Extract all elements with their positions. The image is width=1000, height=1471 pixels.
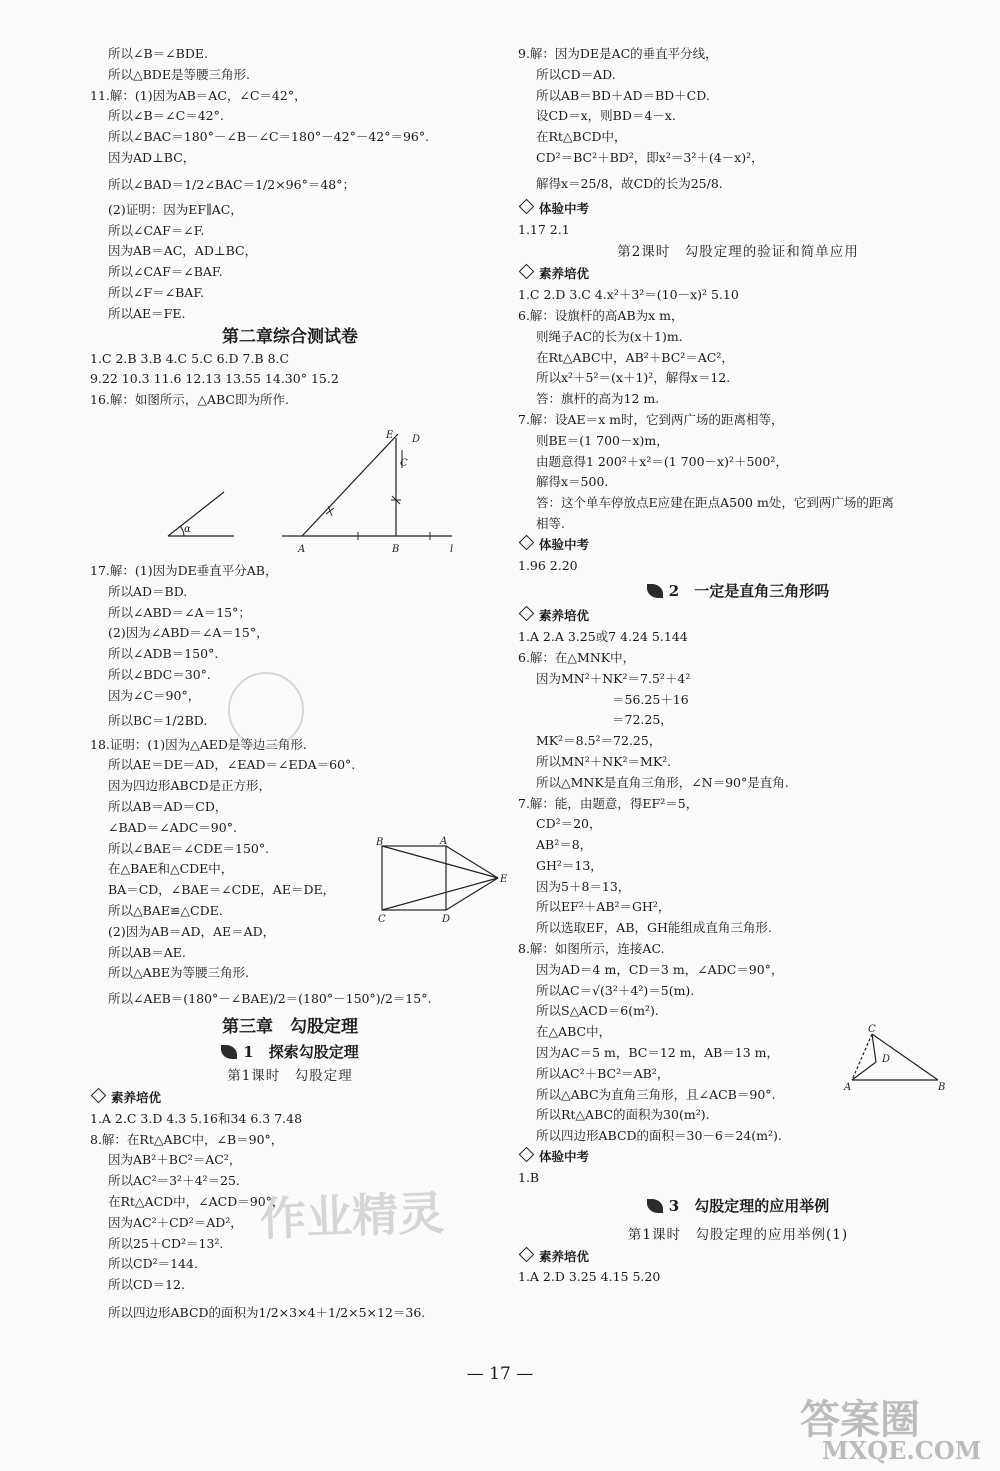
text-line (518, 148, 958, 169)
line-text: 在Rt△ABC中，AB²＋BC²＝AC²， (536, 349, 734, 365)
section-heading (90, 325, 490, 349)
text-line (518, 169, 958, 199)
line-text: MK²＝8.5²＝72.25， (536, 733, 662, 749)
text-line (90, 169, 490, 200)
text-line (518, 731, 958, 752)
line-text: GH²＝13， (536, 857, 603, 873)
section-heading (518, 1189, 958, 1223)
text-line (518, 44, 958, 65)
text-line (518, 856, 958, 877)
text-line (518, 220, 958, 241)
figure-label: C (400, 458, 408, 469)
line-text: 所以∠B＝∠C＝42°. (108, 108, 224, 124)
section-heading (90, 1040, 490, 1064)
leaf-icon (647, 1199, 663, 1213)
text-line (518, 918, 958, 939)
line-text: 1.A 2.D 3.25 4.15 5.20 (518, 1269, 661, 1285)
leaf-icon (647, 584, 663, 598)
text-line (518, 348, 958, 369)
text-line (90, 44, 490, 65)
line-text: 所以∠CAF＝∠F. (108, 222, 205, 238)
diamond-icon (519, 534, 535, 550)
line-text: 1.C 2.D 3.C 4.x²＋3²＝(10－x)² 5.10 (518, 287, 739, 303)
line-text: 体验中考 (539, 200, 590, 216)
text-line (518, 127, 958, 148)
line-text: 所以△ABC为直角三角形，且∠ACB＝90°. (536, 1086, 776, 1102)
line-text: 所以25＋CD²＝13². (108, 1235, 224, 1251)
diamond-icon (91, 1088, 107, 1104)
line-text: 1.17 2.1 (518, 221, 570, 237)
line-text: 第三章 勾股定理 (222, 1017, 358, 1038)
line-text: 因为∠C＝90°， (108, 687, 201, 703)
figure-label: E (500, 874, 508, 885)
text-line (90, 984, 490, 1014)
line-text: 因为AC²＋CD²＝AD²， (108, 1214, 243, 1230)
line-text: 由题意得1 200²＋x²＝(1 700－x)²＋500²， (536, 453, 788, 469)
figure-label: E (386, 430, 394, 441)
figure-label: A (298, 544, 306, 555)
line-text: 所以∠AEB＝(180°－∠BAE)/2＝(180°－150°)/2＝15°. (108, 991, 432, 1007)
line-text: 所以AB＝BD＋AD＝BD＋CD. (536, 87, 710, 103)
text-line (518, 106, 958, 127)
figure-label: D (882, 1054, 891, 1065)
text-line (90, 1088, 490, 1109)
text-line (90, 963, 490, 984)
line-text: 所以MN²＋NK²＝MK². (536, 753, 672, 769)
line-text: 所以∠BDC＝30°. (108, 666, 211, 682)
line-text: 所以△ABE为等腰三角形. (108, 965, 249, 981)
line-text: 所以∠B＝∠BDE. (108, 46, 208, 61)
text-line (518, 514, 958, 535)
line-text: 体验中考 (539, 1149, 590, 1165)
watermark-logo: 答案圈 (800, 1396, 920, 1443)
text-line (90, 1130, 490, 1151)
line-text: 所以AB＝AE. (108, 944, 186, 960)
line-text: 在Rt△BCD中， (536, 129, 627, 145)
figure-label: l (450, 544, 454, 555)
text-line (90, 776, 490, 797)
text-line (90, 283, 490, 304)
figure-label: B (392, 544, 400, 555)
line-text: 所以选取EF，AB，GH能组成直角三角形. (536, 920, 772, 936)
leaf-icon (221, 1045, 237, 1059)
text-line (90, 1109, 490, 1130)
text-line (518, 981, 958, 1002)
text-line (518, 410, 958, 431)
line-text: CD²＝BC²＋BD²，即x²＝3²＋(4－x)²， (536, 149, 764, 165)
text-line (518, 794, 958, 815)
line-text: 1 探索勾股定理 (243, 1043, 359, 1062)
text-line (518, 897, 958, 918)
figure-label: D (442, 914, 451, 925)
line-text: 所以EF²＋AB²＝GH²， (536, 899, 671, 915)
line-text: 在Rt△ACD中，∠ACD＝90°， (108, 1194, 285, 1210)
line-text: 所以∠ADB＝150°. (108, 646, 219, 662)
line-text: 所以△BDE是等腰三角形. (108, 66, 250, 82)
text-line (518, 814, 958, 835)
text-line (518, 606, 958, 627)
text-line (518, 368, 958, 389)
section-heading (518, 240, 958, 264)
line-text: 因为5＋8＝13， (536, 878, 631, 894)
text-line (90, 106, 490, 127)
section-heading (90, 1064, 490, 1088)
line-text: 在△BAE和△CDE中， (108, 861, 234, 877)
text-line (518, 199, 958, 220)
figure-label: B (376, 837, 384, 848)
line-text: BA＝CD，∠BAE＝∠CDE，AE＝DE， (108, 882, 336, 898)
watermark-text: 作业精灵 (259, 1185, 445, 1247)
text-line (90, 241, 490, 262)
line-text: ＝56.25＋16 (612, 691, 689, 707)
text-line (518, 960, 958, 981)
figure-label: A (844, 1082, 852, 1093)
page-number: — 17 — (466, 1364, 534, 1384)
line-text: 素养培优 (539, 1248, 590, 1264)
text-line (518, 535, 958, 556)
text-line (518, 835, 958, 856)
diamond-icon (519, 264, 535, 280)
text-line (518, 669, 958, 690)
line-text: 17.解：(1)因为DE垂直平分AB， (90, 562, 278, 578)
text-line (90, 221, 490, 242)
text-line (90, 349, 490, 370)
line-text: 所以∠BAD＝1/2∠BAC＝1/2×96°＝48°； (108, 176, 355, 192)
text-line (90, 1275, 490, 1296)
right-column (518, 44, 958, 1288)
line-text: (2)因为∠ABD＝∠A＝15°， (108, 625, 269, 641)
text-line (518, 1247, 958, 1268)
line-text: 答：旗杆的高为12 m. (536, 391, 660, 407)
line-text: 所以S△ACD＝6(m²). (536, 1003, 659, 1019)
text-line (90, 86, 490, 107)
text-line (90, 561, 490, 582)
text-line (518, 1001, 958, 1022)
line-text: 1.A 2.A 3.25或7 4.24 5.144 (518, 629, 688, 645)
text-line (90, 755, 490, 776)
line-text: 素养培优 (539, 608, 590, 624)
text-line (518, 264, 958, 285)
text-line (90, 369, 490, 390)
figure-label: C (868, 1024, 876, 1035)
line-text: 因为AD＝4 m，CD＝3 m，∠ADC＝90°， (536, 961, 784, 977)
text-line (90, 148, 490, 169)
line-text: AB²＝8， (536, 837, 593, 853)
line-text: 因为AC＝5 m，BC＝12 m，AB＝13 m， (536, 1045, 780, 1061)
text-line (90, 582, 490, 603)
text-line (90, 623, 490, 644)
text-line (90, 1254, 490, 1275)
text-line (518, 773, 958, 794)
line-text: 所以∠ABD＝∠A＝15°； (108, 604, 251, 620)
line-text: 8.解：在Rt△ABC中，∠B＝90°， (90, 1131, 284, 1147)
text-line (518, 285, 958, 306)
line-text: 1.C 2.B 3.B 4.C 5.C 6.D 7.B 8.C (90, 350, 290, 366)
text-line (518, 86, 958, 107)
line-text: 素养培优 (539, 266, 590, 282)
figure-16-construction (160, 428, 460, 558)
text-line (518, 1267, 958, 1288)
diamond-icon (519, 199, 535, 215)
text-line (518, 939, 958, 960)
text-line (90, 1150, 490, 1171)
text-line (518, 493, 958, 514)
figure-label: A (440, 836, 448, 847)
text-line (518, 556, 958, 577)
line-text: 所以CD＝AD. (536, 66, 616, 82)
line-text: 解得x＝25/8，故CD的长为25/8. (536, 175, 723, 191)
text-line (518, 65, 958, 86)
line-text: 因为四边形ABCD是正方形， (108, 778, 272, 794)
line-text: 所以AC²＝3²＋4²＝25. (108, 1173, 240, 1189)
diamond-icon (519, 1147, 535, 1163)
line-text: 所以△BAE≌△CDE. (108, 902, 223, 918)
text-line (90, 390, 490, 411)
line-text: 所以四边形ABCD的面积为1/2×3×4＋1/2×5×12＝36. (108, 1305, 426, 1321)
line-text: 1.96 2.20 (518, 557, 578, 573)
line-text: 因为AB＝AC，AD⊥BC， (108, 243, 258, 259)
text-line (518, 452, 958, 473)
text-line (518, 710, 958, 731)
line-text: 设CD＝x，则BD＝4－x. (536, 108, 676, 124)
text-line (518, 327, 958, 348)
line-text: 因为AD⊥BC， (108, 149, 196, 165)
text-line (90, 644, 490, 665)
line-text: 所以四边形ABCD的面积＝30－6＝24(m²). (536, 1128, 782, 1144)
line-text: 则绳子AC的长为(x＋1)m. (536, 328, 683, 344)
line-text: 6.解：在△MNK中， (518, 649, 636, 665)
text-line (518, 1126, 958, 1147)
line-text: 所以AC²＋BC²＝AB²， (536, 1065, 670, 1081)
section-heading (518, 1223, 958, 1247)
figure-label: B (938, 1082, 946, 1093)
line-text: ∠BAD＝∠ADC＝90°. (108, 819, 237, 835)
line-text: 第二章综合测试卷 (222, 326, 358, 347)
figure-8-quadrilateral (842, 1024, 952, 1094)
line-text: 所以∠BAE＝∠CDE＝150°. (108, 840, 270, 856)
text-line (90, 200, 490, 221)
line-text: 相等. (536, 515, 565, 531)
line-text: 素养培优 (111, 1090, 162, 1106)
text-line (518, 690, 958, 711)
watermark-url: MXQE.COM (822, 1436, 982, 1465)
text-line (90, 304, 490, 325)
line-text: (2)因为AB＝AD，AE＝AD， (108, 923, 276, 939)
line-text: 1.B (518, 1169, 540, 1185)
line-text: 所以AC＝√(3²＋4²)＝5(m). (536, 982, 695, 998)
text-line (518, 1105, 958, 1126)
line-text: 所以△MNK是直角三角形，∠N＝90°是直角. (536, 774, 789, 790)
line-text: (2)证明：因为EF∥AC， (108, 201, 243, 217)
line-text: 9.22 10.3 11.6 12.13 13.55 14.30° 15.2 (90, 371, 339, 387)
line-text: 18.证明：(1)因为△AED是等边三角形. (90, 736, 307, 752)
text-line (90, 1296, 490, 1330)
line-text: 因为MN²＋NK²＝7.5²＋4² (536, 670, 691, 686)
text-line (518, 389, 958, 410)
text-line (90, 65, 490, 86)
line-text: 第1课时 勾股定理 (227, 1068, 353, 1085)
line-text: 16.解：如图所示，△ABC即为所作. (90, 392, 289, 408)
line-text: 所以AE＝DE＝AD，∠EAD＝∠EDA＝60°. (108, 757, 356, 773)
line-text: 3 勾股定理的应用举例 (668, 1196, 830, 1215)
line-text: 所以AB＝AD＝CD， (108, 798, 228, 814)
line-text: 解得x＝500. (536, 474, 609, 490)
figure-18-square-triangle (372, 836, 512, 926)
figure-label: C (378, 914, 386, 925)
line-text: 所以CD＝12. (108, 1277, 185, 1293)
line-text: 2 一定是直角三角形吗 (668, 582, 830, 601)
line-text: 7.解：能，由题意，得EF²＝5， (518, 795, 699, 811)
line-text: 所以CD²＝144. (108, 1256, 198, 1272)
text-line (90, 603, 490, 624)
line-text: 所以AE＝FE. (108, 305, 186, 321)
line-text: 11.解：(1)因为AB＝AC，∠C＝42°， (90, 87, 307, 103)
stamp-watermark (228, 672, 304, 748)
line-text: 6.解：设旗杆的高AB为x m， (518, 307, 684, 323)
text-line (90, 262, 490, 283)
text-line (90, 127, 490, 148)
text-line (518, 306, 958, 327)
section-heading (518, 576, 958, 606)
line-text: 所以∠F＝∠BAF. (108, 284, 205, 300)
figure-label: α (184, 524, 191, 535)
text-line (518, 877, 958, 898)
section-heading (90, 1014, 490, 1040)
line-text: 1.A 2.C 3.D 4.3 5.16和34 6.3 7.48 (90, 1110, 303, 1126)
diamond-icon (519, 606, 535, 622)
line-text: 则BE＝(1 700－x)m， (536, 432, 669, 448)
text-line (518, 431, 958, 452)
text-line (518, 752, 958, 773)
line-text: 第1课时 勾股定理的应用举例(1) (627, 1226, 849, 1243)
line-text: 所以BC＝1/2BD. (108, 712, 208, 728)
line-text: 所以∠CAF＝∠BAF. (108, 264, 223, 280)
line-text: 7.解：设AE＝x m时，它到两广场的距离相等， (518, 411, 784, 427)
text-line (518, 472, 958, 493)
line-text: 答：这个单车停放点E应建在距点A500 m处，它到两广场的距离 (536, 495, 894, 511)
text-line (90, 943, 490, 964)
line-text: 因为AB²＋BC²＝AC²， (108, 1152, 242, 1168)
figure-label: D (412, 434, 421, 445)
line-text: 所以x²＋5²＝(x＋1)²，解得x＝12. (536, 370, 731, 386)
line-text: 8.解：如图所示，连接AC. (518, 941, 665, 957)
text-line (518, 648, 958, 669)
line-text: 所以Rt△ABC的面积为30(m²). (536, 1107, 710, 1123)
line-text: 在△ABC中， (536, 1024, 612, 1040)
diamond-icon (519, 1246, 535, 1262)
line-text: CD²＝20， (536, 816, 602, 832)
text-line (518, 1168, 958, 1189)
text-line (518, 627, 958, 648)
line-text: ＝72.25， (612, 712, 673, 728)
line-text: 第2课时 勾股定理的验证和简单应用 (617, 244, 859, 261)
line-text: 9.解：因为DE是AC的垂直平分线， (518, 46, 718, 61)
text-line (90, 797, 490, 818)
line-text: 体验中考 (539, 536, 590, 552)
text-line (518, 1147, 958, 1168)
line-text: 所以AD＝BD. (108, 583, 188, 599)
line-text: 所以∠BAC＝180°－∠B－∠C＝180°－42°－42°＝96°. (108, 129, 430, 145)
